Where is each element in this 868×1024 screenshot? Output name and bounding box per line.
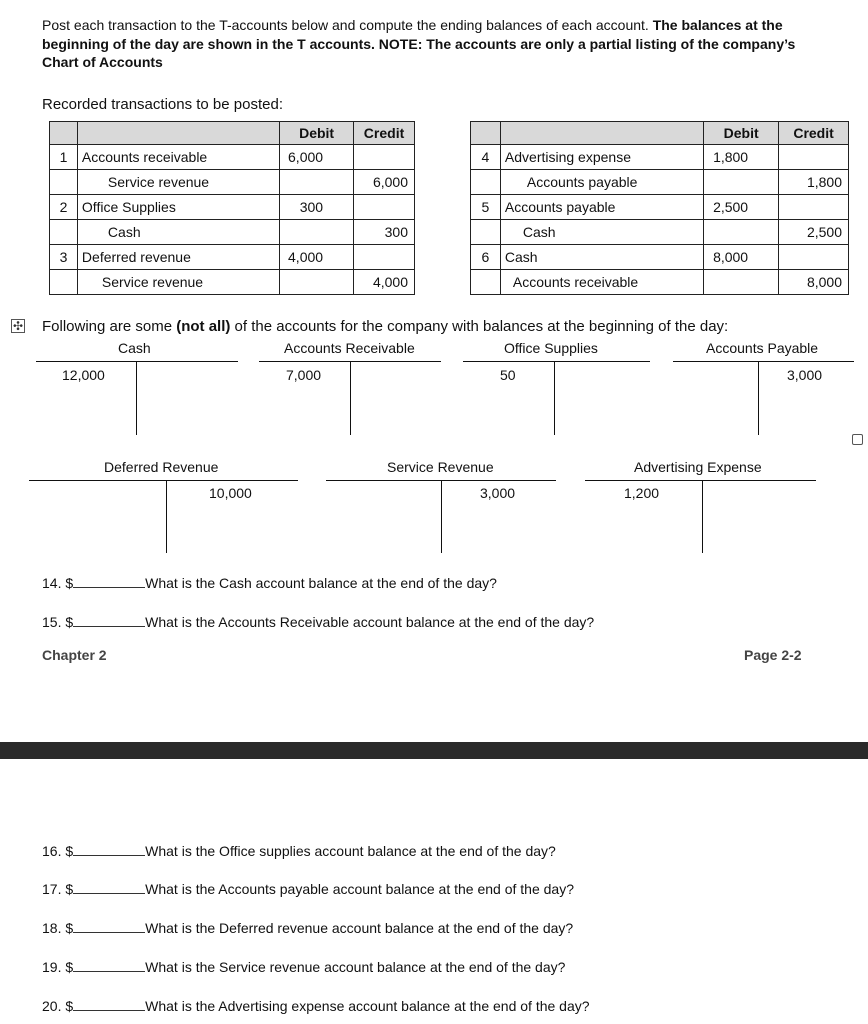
answer-blank[interactable] [73,932,145,933]
t-account-debit: 7,000 [286,367,322,383]
question-text: What is the Service revenue account balance at the end of the day? [145,959,566,975]
debit-amount: 6,000 [280,145,354,170]
t-account-divider [554,361,555,435]
journal-header-row [471,122,849,145]
debit-header: Debit [280,122,354,145]
entry-number [471,170,501,195]
credit-amount [354,145,415,170]
t-account-divider [136,361,137,435]
debit-amount [704,270,779,295]
account-name: Cash [77,220,279,245]
following-bold: (not all) [176,318,231,335]
journal-table-right [470,121,849,295]
credit-header: Credit [779,122,849,145]
question-16 [42,843,556,859]
page-label: Page 2-2 [744,647,802,663]
t-account-divider [702,480,703,553]
t-account-title: Accounts Receivable [284,340,415,356]
journal-row [471,270,849,295]
credit-amount: 4,000 [354,270,415,295]
account-name: Cash [500,245,703,270]
credit-amount: 1,800 [779,170,849,195]
debit-amount [704,220,779,245]
journal-row [471,195,849,220]
entry-number [50,170,78,195]
credit-amount [354,195,415,220]
entry-number [50,220,78,245]
credit-amount [779,245,849,270]
credit-amount: 2,500 [779,220,849,245]
question-text: What is the Office supplies account balance at the end of the day? [145,843,556,859]
debit-amount: 2,500 [704,195,779,220]
t-account-debit: 12,000 [62,367,105,383]
question-14 [42,575,497,591]
move-handle-icon[interactable]: ✣ [12,319,24,333]
entry-number: 3 [50,245,78,270]
t-account-top-line [29,480,298,481]
t-account-top-line [585,480,816,481]
t-account-divider [441,480,442,553]
account-name: Advertising expense [500,145,703,170]
following-post: of the accounts for the company with balances at the beginning of the day: [230,318,729,335]
question-18 [42,920,573,936]
debit-amount: 8,000 [704,245,779,270]
journal-row [50,270,415,295]
credit-amount [354,245,415,270]
debit-amount: 4,000 [280,245,354,270]
question-text: What is the Cash account balance at the end of the day? [145,575,497,591]
question-number: 20. $ [42,998,74,1014]
account-name: Accounts receivable [77,145,279,170]
t-account-title: Service Revenue [387,459,494,475]
journal-row [471,220,849,245]
t-account-divider [758,361,759,435]
instructions [42,16,832,72]
entry-number: 6 [471,245,501,270]
credit-header: Credit [354,122,415,145]
answer-blank[interactable] [73,971,145,972]
chapter-label: Chapter 2 [42,647,107,663]
account-name: Accounts payable [500,170,703,195]
journal-row [471,170,849,195]
account-name: Accounts payable [500,195,703,220]
t-account-divider [350,361,351,435]
debit-amount: 1,800 [704,145,779,170]
journal-row [50,220,415,245]
answer-blank[interactable] [73,893,145,894]
entry-number: 2 [50,195,78,220]
debit-amount [280,270,354,295]
debit-amount [280,220,354,245]
t-account-credit: 3,000 [787,367,823,383]
instructions-bold-text: The balances at the beginning of the day are shown in the T accounts. NOTE: The accounts are only a partial listing of the company’s Chart of Accounts [42,17,796,70]
entry-number: 4 [471,145,501,170]
answer-blank[interactable] [73,587,145,588]
question-number: 19. $ [42,959,74,975]
question-text: What is the Deferred revenue account balance at the end of the day? [145,920,574,936]
account-name: Service revenue [77,270,279,295]
t-account-title: Advertising Expense [634,459,762,475]
checkbox-icon[interactable] [852,434,863,445]
credit-amount: 8,000 [779,270,849,295]
question-19 [42,959,565,975]
t-account-debit: 1,200 [624,485,660,501]
debit-amount [280,170,354,195]
entry-number: 5 [471,195,501,220]
t-account-top-line [673,361,854,362]
debit-amount: 300 [280,195,354,220]
account-name: Office Supplies [77,195,279,220]
question-text: What is the Advertising expense account balance at the end of the day? [145,998,590,1014]
question-15 [42,614,594,630]
journal-row [471,245,849,270]
journal-table-left [49,121,415,295]
entry-number [471,270,501,295]
t-account-title: Accounts Payable [706,340,819,356]
question-number: 17. $ [42,881,74,897]
t-account-credit: 10,000 [209,485,252,501]
recorded-transactions-label: Recorded transactions to be posted: [42,96,283,113]
entry-number: 1 [50,145,78,170]
t-account-divider [166,480,167,553]
instructions-text: Post each transaction to the T-accounts below and compute the ending balances of each account. [42,17,653,33]
answer-blank[interactable] [73,1010,145,1011]
credit-amount: 300 [354,220,415,245]
question-number: 16. $ [42,843,74,859]
t-account-title: Cash [118,340,151,356]
journal-row [50,170,415,195]
question-20 [42,998,590,1014]
following-text [42,318,728,335]
t-account-debit: 50 [500,367,516,383]
entry-number [50,270,78,295]
following-pre: Following are some [42,318,177,335]
account-name: Service revenue [77,170,279,195]
page-break-divider [0,742,868,759]
t-account-top-line [463,361,650,362]
journal-row [50,245,415,270]
entry-number [471,220,501,245]
question-17 [42,881,574,897]
journal-row [471,145,849,170]
account-name: Accounts receivable [500,270,703,295]
credit-amount [779,145,849,170]
credit-amount: 6,000 [354,170,415,195]
question-text: What is the Accounts Receivable account balance at the end of the day? [145,614,595,630]
journal-header-row [50,122,415,145]
t-account-title: Office Supplies [504,340,598,356]
question-number: 15. $ [42,614,74,630]
answer-blank[interactable] [73,626,145,627]
journal-row [50,195,415,220]
answer-blank[interactable] [73,855,145,856]
journal-row [50,145,415,170]
question-number: 14. $ [42,575,74,591]
debit-amount [704,170,779,195]
account-name: Cash [500,220,703,245]
question-number: 18. $ [42,920,74,936]
t-account-credit: 3,000 [480,485,516,501]
debit-header: Debit [704,122,779,145]
t-account-title: Deferred Revenue [104,459,219,475]
credit-amount [779,195,849,220]
account-name: Deferred revenue [77,245,279,270]
question-text: What is the Accounts payable account balance at the end of the day? [145,881,574,897]
t-account-top-line [36,361,238,362]
